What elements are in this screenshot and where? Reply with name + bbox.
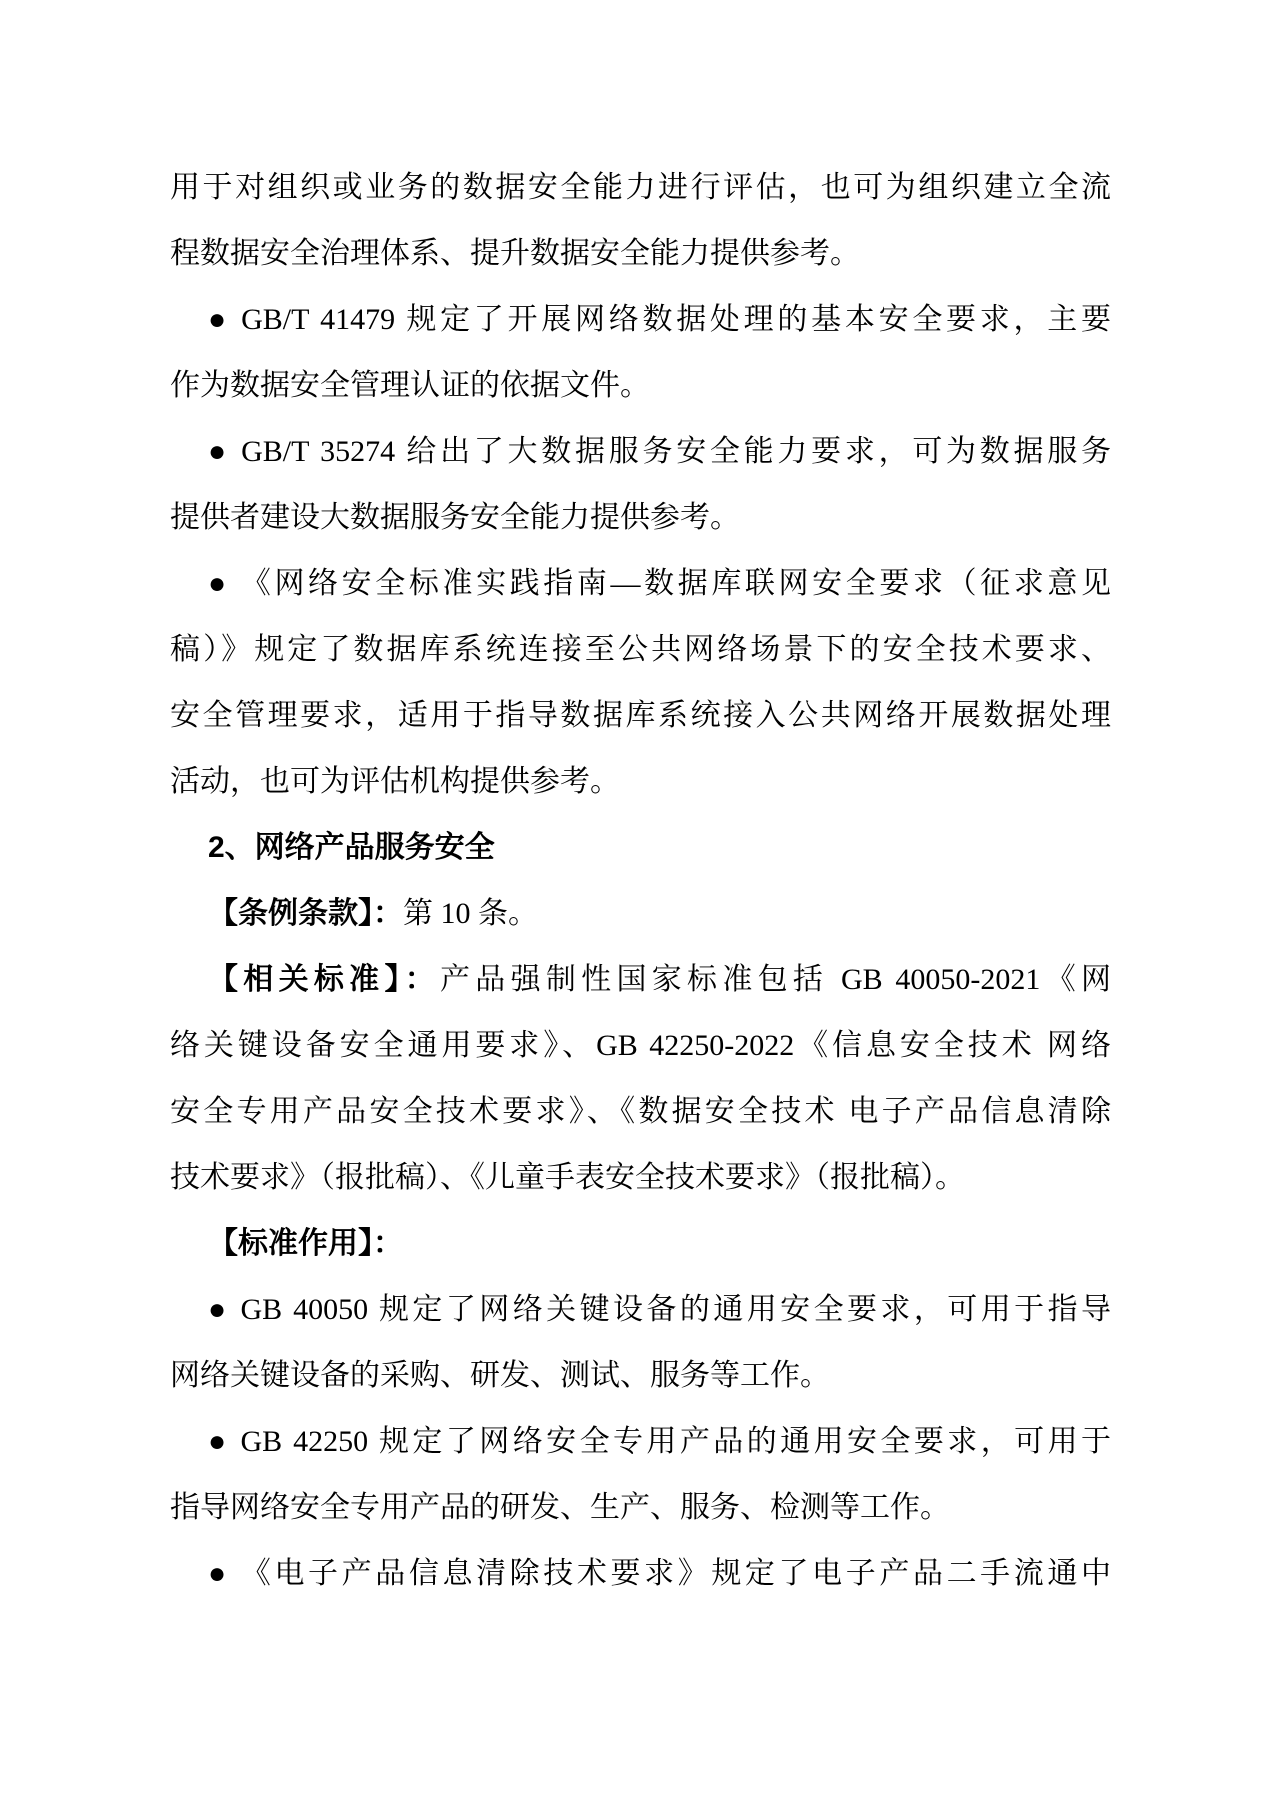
body-line [170, 485, 1111, 551]
text-segment: 提供者建设大数据服务安全能力提供参考。 [170, 501, 740, 534]
body-line [170, 617, 1111, 683]
usage-label-line [170, 1211, 1111, 1277]
text-segment: 用于对组织或业务的数据安全能力进行评估，也可为组织建立全流 [170, 171, 1111, 204]
bullet-item-line [170, 1277, 1111, 1343]
section-2-heading [170, 815, 1111, 881]
body-line [170, 749, 1111, 815]
text-segment: 技术要求》（报批稿）、《儿童手表安全技术要求》（报批稿）。 [170, 1161, 965, 1194]
body-line [170, 155, 1111, 221]
bold-text-segment: 【标准作用】： [208, 1227, 403, 1260]
text-segment: ● GB/T 41479 规定了开展网络数据处理的基本安全要求，主要 [208, 303, 1111, 336]
text-segment: 网络关键设备的采购、研发、测试、服务等工作。 [170, 1359, 830, 1392]
bold-text-segment: 【条例条款】： [208, 897, 403, 930]
text-segment: ● GB 42250 规定了网络安全专用产品的通用安全要求，可用于 [208, 1425, 1111, 1458]
standards-label-line [170, 947, 1111, 1013]
text-segment: 稿）》规定了数据库系统连接至公共网络场景下的安全技术要求、 [170, 633, 1111, 666]
text-segment: 指导网络安全专用产品的研发、生产、服务、检测等工作。 [170, 1491, 950, 1524]
body-line [170, 221, 1111, 287]
bullet-item-line [170, 1409, 1111, 1475]
body-line [170, 353, 1111, 419]
document-content [170, 155, 1111, 1607]
text-segment: 产品强制性国家标准包括 GB 40050-2021《网 [440, 963, 1111, 996]
text-segment: 作为数据安全管理认证的依据文件。 [170, 369, 650, 402]
text-segment: ● GB/T 35274 给出了大数据服务安全能力要求，可为数据服务 [208, 435, 1111, 468]
body-line [170, 1013, 1111, 1079]
bullet-item-line [170, 287, 1111, 353]
bold-text-segment: 【相关标准】： [208, 963, 441, 996]
body-line [170, 1145, 1111, 1211]
text-segment: 安全管理要求，适用于指导数据库系统接入公共网络开展数据处理 [170, 699, 1111, 732]
text-segment: ● GB 40050 规定了网络关键设备的通用安全要求，可用于指导 [208, 1293, 1111, 1326]
bullet-item-line [170, 419, 1111, 485]
body-line [170, 1079, 1111, 1145]
bold-text-segment: 2、网络产品服务安全 [208, 831, 495, 864]
bullet-item-line [170, 1541, 1111, 1607]
bullet-item-line [170, 551, 1111, 617]
text-segment: 第 10 条。 [403, 897, 538, 930]
body-line [170, 1343, 1111, 1409]
body-line [170, 1475, 1111, 1541]
text-segment: ● 《网络安全标准实践指南—数据库联网安全要求（征求意见 [208, 567, 1111, 600]
clause-label-line [170, 881, 1111, 947]
text-segment: 安全专用产品安全技术要求》、《数据安全技术 电子产品信息清除 [170, 1095, 1111, 1128]
text-segment: ● 《电子产品信息清除技术要求》规定了电子产品二手流通中 [208, 1557, 1111, 1590]
text-segment: 络关键设备安全通用要求》、GB 42250-2022《信息安全技术 网络 [170, 1029, 1111, 1062]
text-segment: 活动，也可为评估机构提供参考。 [170, 765, 620, 798]
body-line [170, 683, 1111, 749]
text-segment: 程数据安全治理体系、提升数据安全能力提供参考。 [170, 237, 860, 270]
